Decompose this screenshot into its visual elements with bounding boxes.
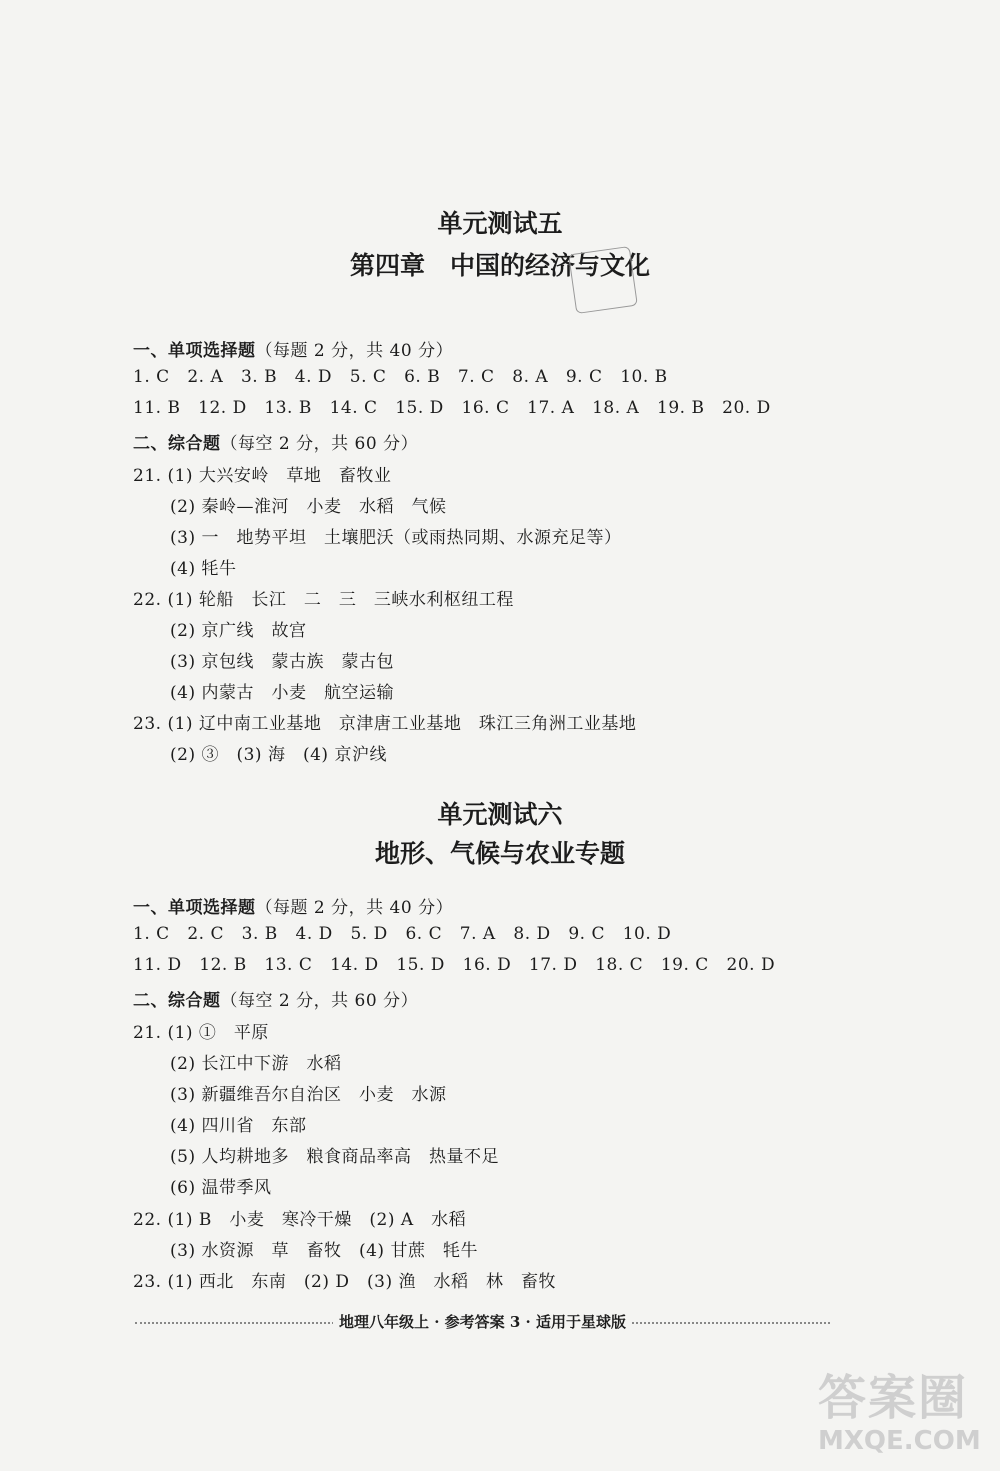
unit5-section2-heading-line [133, 429, 418, 454]
unit6-answer-23-1: 23. (1) 西北 东南 (2) D (3) 渔 水稻 林 畜牧 [133, 1272, 557, 1292]
unit6-answer-21-5: (5) 人均耕地多 粮食商品率高 热量不足 [170, 1147, 499, 1167]
unit6-mc-row1: 1. C 2. C 3. B 4. D 5. D 6. C 7. A 8. D 9. C 10. D [133, 924, 672, 944]
unit6-answer-21-4: (4) 四川省 东部 [170, 1116, 307, 1136]
unit6-answer-21-1: 21. (1) ① 平原 [133, 1023, 269, 1043]
unit5-answer-23-1: 23. (1) 辽中南工业基地 京津唐工业基地 珠江三角洲工业基地 [133, 714, 637, 734]
unit5-answer-21-4: (4) 牦牛 [170, 559, 237, 579]
unit5-section2-note: （每空 2 分，共 60 分） [220, 434, 419, 454]
unit6-section1-heading: 一、单项选择题 [133, 898, 256, 918]
unit5-section2-heading: 二、综合题 [133, 434, 221, 454]
unit6-answer-21-2: (2) 长江中下游 水稻 [170, 1054, 342, 1074]
unit6-section1-note: （每题 2 分，共 40 分） [255, 898, 454, 918]
unit5-answer-21-2: (2) 秦岭—淮河 小麦 水稻 气候 [170, 497, 447, 517]
unit5-section1-heading-line [133, 336, 453, 361]
unit6-section2-note: （每空 2 分，共 60 分） [220, 991, 419, 1011]
unit5-mc-row2: 11. B 12. D 13. B 14. C 15. D 16. C 17. A 18. A 19. B 20. D [133, 398, 771, 418]
unit5-title: 单元测试五 [437, 209, 563, 238]
unit5-answer-22-2: (2) 京广线 故宫 [170, 621, 307, 641]
unit5-mc-row1: 1. C 2. A 3. B 4. D 5. C 6. B 7. C 8. A 9. C 10. B [133, 367, 668, 387]
unit6-answer-22-1: 22. (1) B 小麦 寒冷干燥 (2) A 水稻 [133, 1210, 467, 1230]
unit5-answer-23-2: (2) ③ (3) 海 (4) 京沪线 [170, 745, 387, 765]
watermark-url: MXQE.COM [818, 1426, 981, 1456]
unit6-answer-21-6: (6) 温带季风 [170, 1178, 272, 1198]
unit5-answer-22-3: (3) 京包线 蒙古族 蒙古包 [170, 652, 394, 672]
unit6-section1-heading-line [133, 893, 453, 918]
unit5-section1-note: （每题 2 分，共 40 分） [255, 341, 454, 361]
unit6-section2-heading: 二、综合题 [133, 991, 221, 1011]
unit5-answer-21-3: (3) 一 地势平坦 土壤肥沃（或雨热同期、水源充足等） [170, 528, 622, 548]
unit6-mc-row2: 11. D 12. B 13. C 14. D 15. D 16. D 17. D 18. C 19. C 20. D [133, 955, 776, 975]
unit6-title: 单元测试六 [437, 800, 563, 829]
site-watermark [818, 1370, 983, 1465]
unit6-subtitle: 地形、气候与农业专题 [374, 839, 625, 868]
library-stamp [568, 246, 638, 314]
unit5-section1-heading: 一、单项选择题 [133, 341, 256, 361]
unit5-answer-22-4: (4) 内蒙古 小麦 航空运输 [170, 683, 394, 703]
unit5-subtitle: 第四章 中国的经济与文化 [349, 251, 650, 280]
unit6-section2-heading-line [133, 986, 418, 1011]
unit5-answer-21-1: 21. (1) 大兴安岭 草地 畜牧业 [133, 466, 392, 486]
watermark-logo-text: 答案圈 [818, 1370, 969, 1426]
page-footer [135, 1311, 830, 1335]
unit5-answer-22-1: 22. (1) 轮船 长江 二 三 三峡水利枢纽工程 [133, 590, 514, 610]
unit6-answer-22-2: (3) 水资源 草 畜牧 (4) 甘蔗 牦牛 [170, 1241, 478, 1261]
footer-text: 地理八年级上 · 参考答案 3 · 适用于星球版 [333, 1313, 632, 1331]
unit6-answer-21-3: (3) 新疆维吾尔自治区 小麦 水源 [170, 1085, 447, 1105]
